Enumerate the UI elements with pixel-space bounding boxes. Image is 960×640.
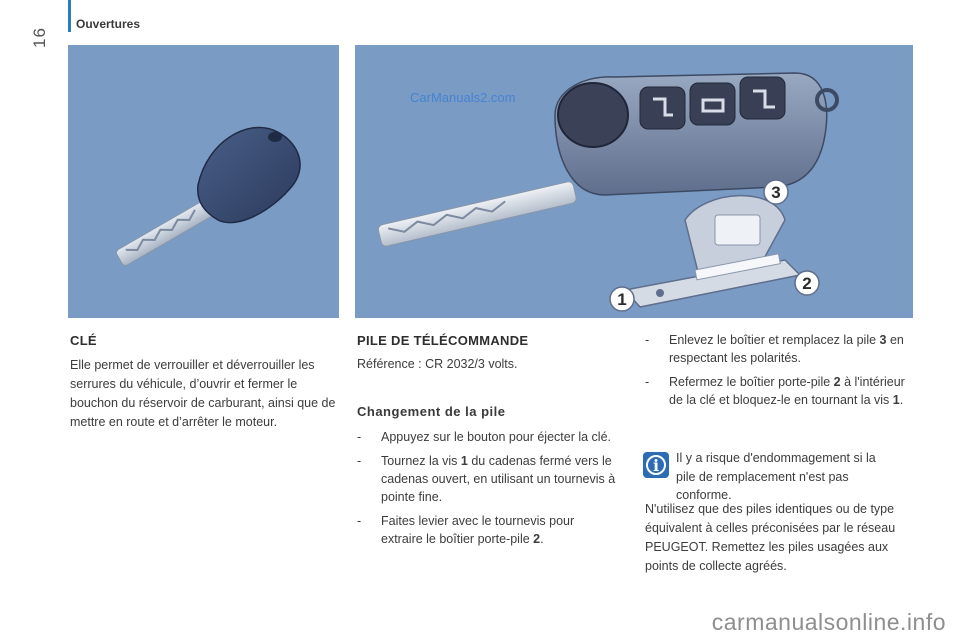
step-text: du cadenas fermé vers le cadenas ouvert, en utilisant un tournevis à pointe fine. (381, 454, 616, 504)
watermark-top: CarManuals2.com (410, 90, 516, 105)
remote-key-illustration (355, 45, 913, 318)
info-icon: i (643, 452, 669, 478)
step-item (355, 428, 617, 446)
header-accent-bar (68, 0, 71, 32)
step-item (355, 452, 617, 506)
step-reference-number: 2 (833, 375, 841, 389)
step-text: Appuyez sur le bouton pour éjecter la clé. (381, 430, 611, 444)
cle-title: CLÉ (70, 333, 97, 348)
section-title: Ouvertures (76, 17, 141, 31)
step-text: . (540, 532, 544, 546)
step-reference-number: 3 (879, 333, 887, 347)
step-reference-number: 2 (533, 532, 541, 546)
key-illustration (68, 45, 339, 318)
step-item (355, 512, 617, 548)
step-text: Tournez la vis (381, 454, 461, 468)
cle-text: Elle permet de verrouiller et déverrouiller les serrures du véhicule, d’ouvrir et fermer le bouchon du réservoir de carburant, ainsi que de mettre en route et d’arrêter le moteur. (70, 358, 336, 429)
step-item (643, 331, 915, 367)
list-dash: - (645, 375, 650, 389)
list-dash: - (357, 454, 362, 468)
step-text: en respectant les polarités. (669, 333, 904, 365)
list-dash: - (357, 430, 362, 444)
list-dash: - (645, 333, 650, 347)
step-reference-number: 1 (460, 454, 468, 468)
advice-text: N'utilisez que des piles identiques ou de type équivalent à celles préconisées par le réseau PEUGEOT. Remettez les piles usagées aux points de collecte agréés. (645, 502, 896, 573)
step-text: à l'intérieur de la clé et bloquez-le en tournant la vis (669, 375, 905, 407)
step-text: Enlevez le boîtier et remplacez la pile (669, 333, 880, 347)
figure-label-1: 1 (617, 290, 627, 309)
pile-reference: Référence : CR 2032/3 volts. (357, 357, 518, 371)
step-text: . (899, 393, 904, 407)
warning-text: Il y a risque d'endommagement si la pile de remplacement n'est pas conforme. (676, 451, 876, 502)
battery-steps-list-continued (643, 331, 915, 415)
step-item (643, 373, 915, 409)
figure-label-2: 2 (802, 274, 812, 293)
step-text: Faites levier avec le tournevis pour extraire le boîtier porte-pile (381, 514, 575, 546)
watermark-bottom: carmanualsonline.info (711, 609, 946, 635)
step-reference-number: 1 (892, 393, 900, 407)
pile-subtitle: Changement de la pile (357, 404, 506, 419)
figure-label-3: 3 (771, 183, 781, 202)
step-text: Refermez le boîtier porte-pile (669, 375, 834, 389)
battery-steps-list (355, 428, 617, 554)
page-number: 16 (30, 27, 49, 48)
pile-title: PILE DE TÉLÉCOMMANDE (357, 333, 529, 348)
list-dash: - (357, 514, 362, 528)
